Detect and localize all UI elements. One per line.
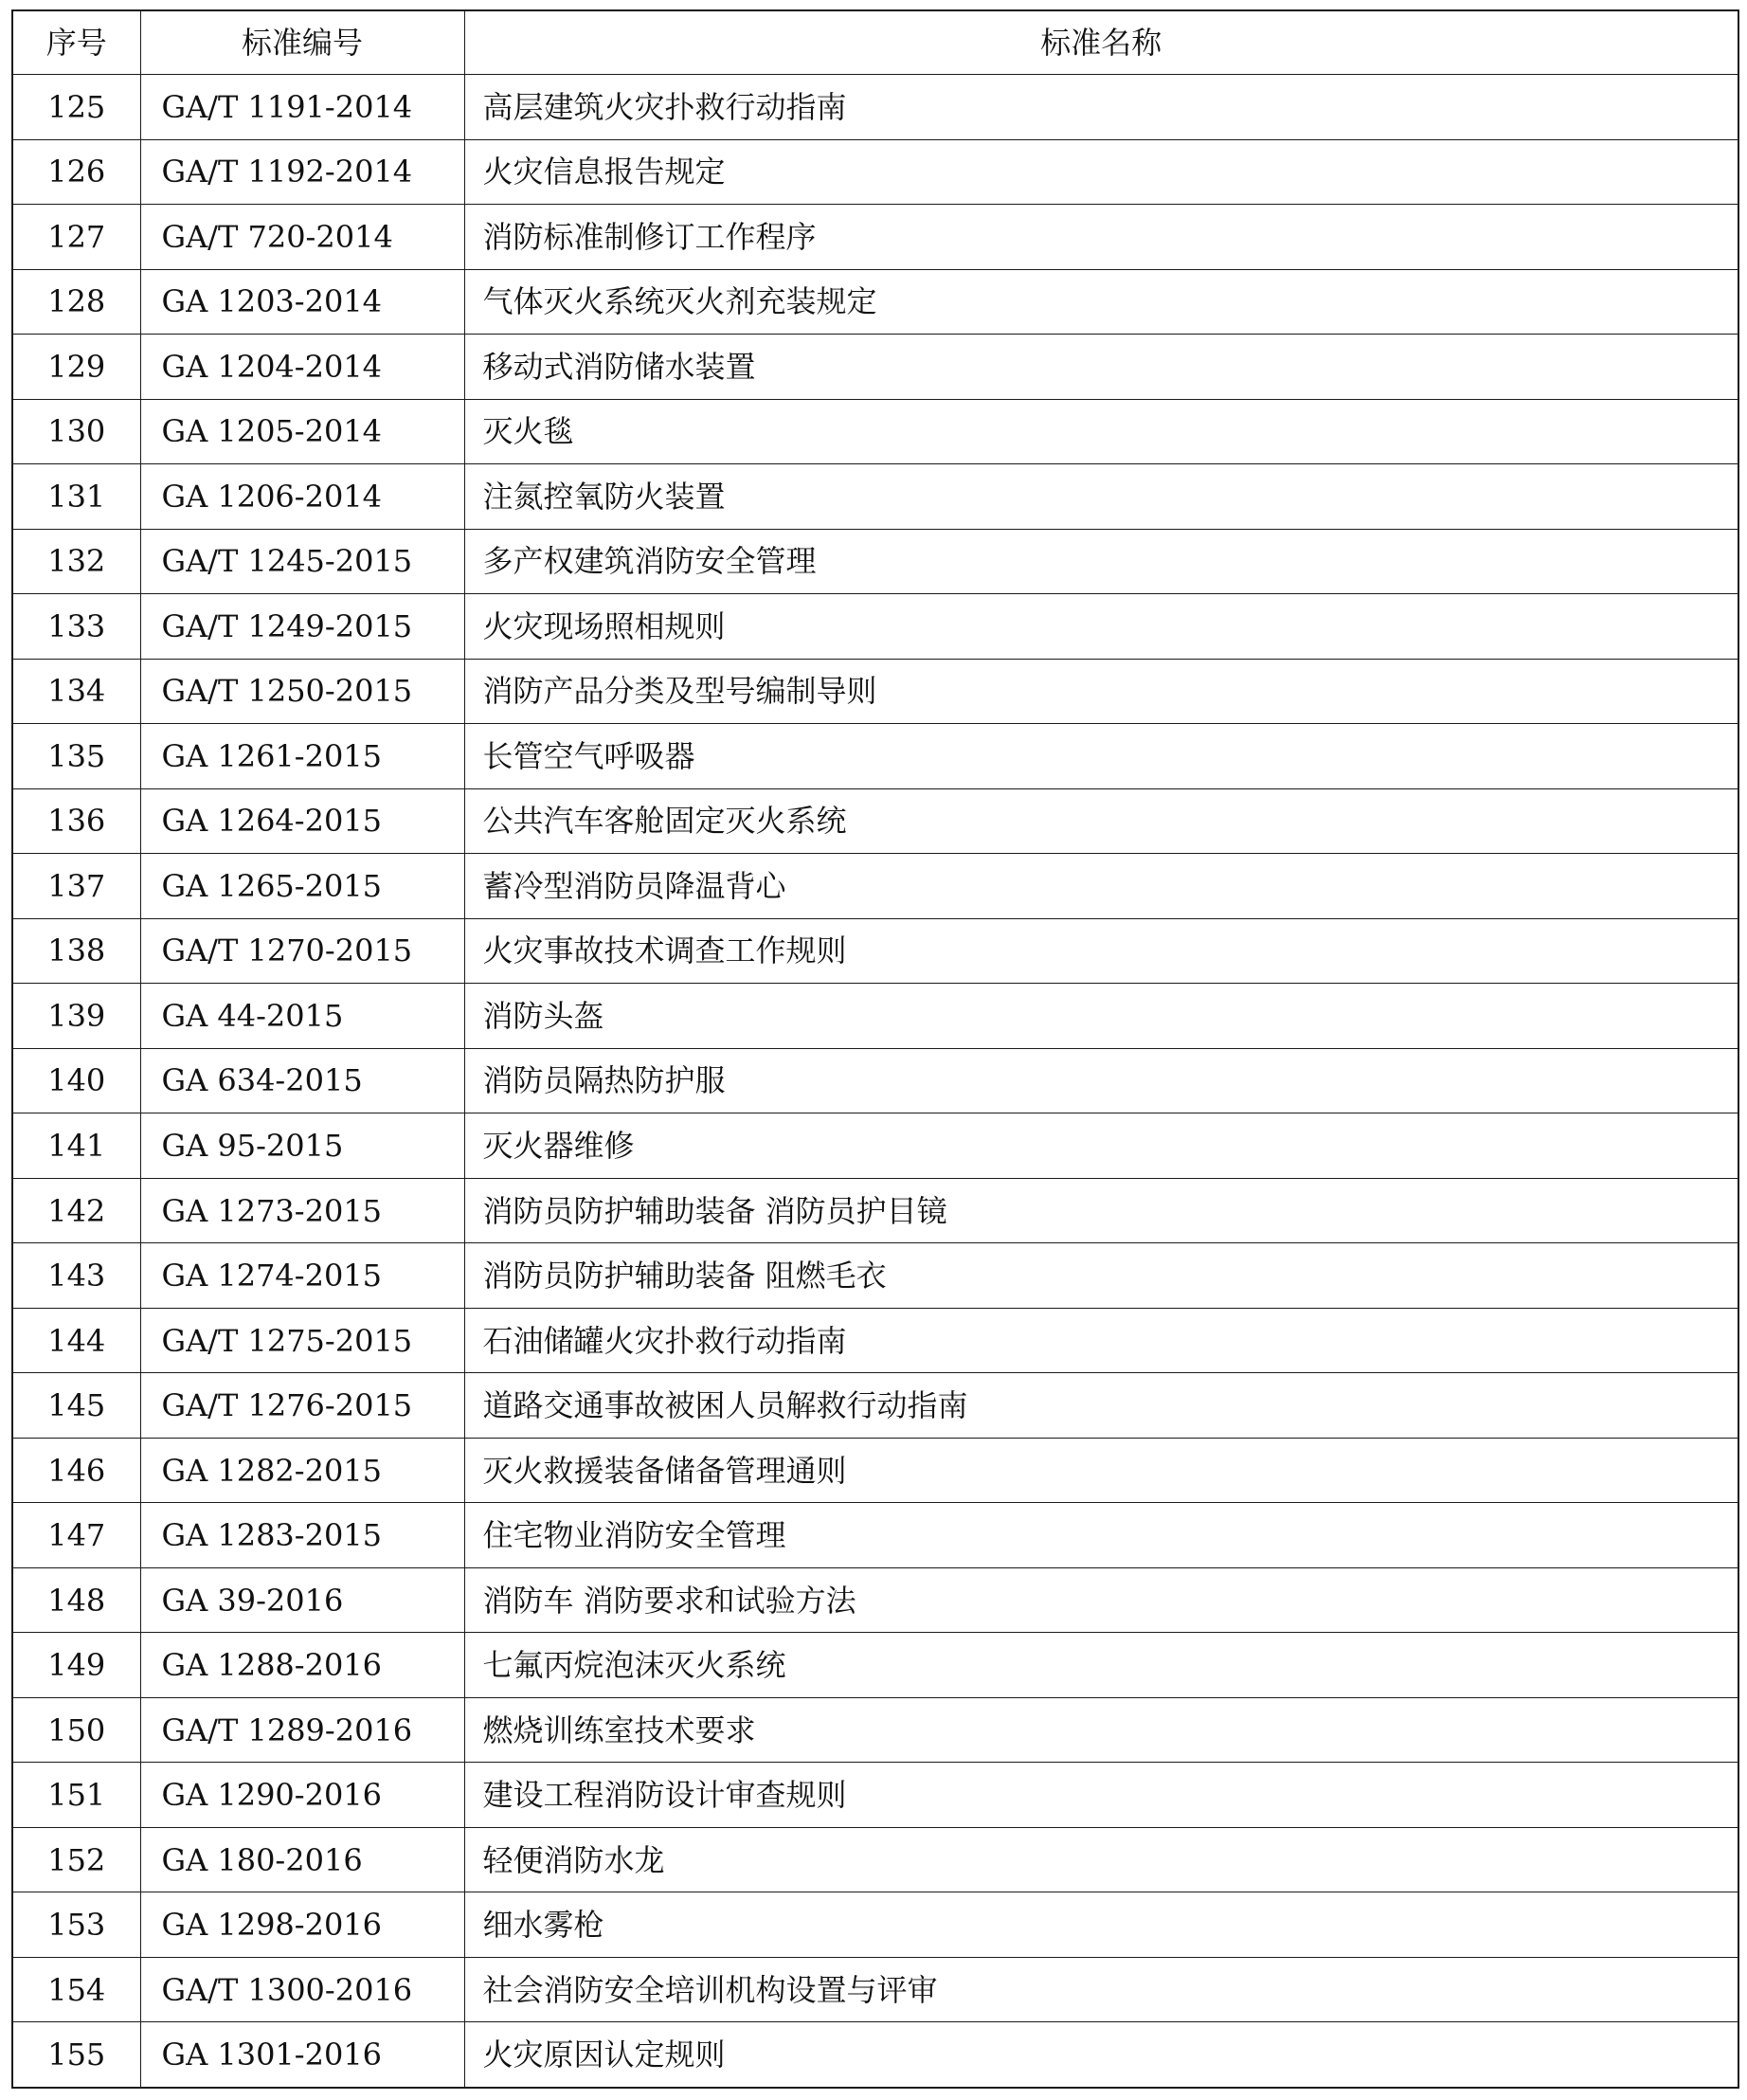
standard-code-cell: GA 1273-2015 [140,1178,464,1243]
table-row [12,1308,1738,1373]
table-row [12,788,1738,854]
serial-number-cell: 130 [12,399,140,464]
table-row [12,399,1738,464]
standard-code-cell: GA 180-2016 [140,1827,464,1892]
header-standard-name: 标准名称 [464,10,1738,75]
serial-number-cell: 126 [12,139,140,205]
serial-number-cell: 142 [12,1178,140,1243]
standard-code-cell: GA 1206-2014 [140,464,464,530]
standard-code-cell: GA 1298-2016 [140,1892,464,1958]
standard-code-cell: GA/T 1270-2015 [140,918,464,984]
standard-code-cell: GA 1204-2014 [140,335,464,400]
serial-number-cell: 135 [12,724,140,789]
serial-number-cell: 133 [12,594,140,660]
standard-name-cell: 消防标准制修订工作程序 [464,205,1738,270]
standard-code-cell: GA 1265-2015 [140,854,464,919]
standard-code-cell: GA/T 1289-2016 [140,1697,464,1763]
standard-name-cell: 长管空气呼吸器 [464,724,1738,789]
serial-number-cell: 148 [12,1567,140,1633]
serial-number-cell: 128 [12,269,140,335]
standard-name-cell: 住宅物业消防安全管理 [464,1503,1738,1568]
table-row [12,464,1738,530]
standard-name-cell: 社会消防安全培训机构设置与评审 [464,1957,1738,2022]
standards-table [11,9,1739,2089]
standard-code-cell: GA/T 1245-2015 [140,529,464,594]
standard-name-cell: 火灾原因认定规则 [464,2022,1738,2088]
serial-number-cell: 145 [12,1373,140,1439]
serial-number-cell: 131 [12,464,140,530]
standard-name-cell: 七氟丙烷泡沫灭火系统 [464,1633,1738,1698]
table-row [12,1438,1738,1503]
table-row [12,1957,1738,2022]
table-row [12,205,1738,270]
standard-name-cell: 燃烧训练室技术要求 [464,1697,1738,1763]
table-row [12,1178,1738,1243]
table-row [12,529,1738,594]
table-row [12,269,1738,335]
serial-number-cell: 129 [12,335,140,400]
standard-code-cell: GA/T 1250-2015 [140,659,464,724]
standard-code-cell: GA 1290-2016 [140,1763,464,1828]
standard-name-cell: 气体灭火系统灭火剂充装规定 [464,269,1738,335]
standard-code-cell: GA/T 1192-2014 [140,139,464,205]
standard-name-cell: 道路交通事故被困人员解救行动指南 [464,1373,1738,1439]
standard-code-cell: GA 39-2016 [140,1567,464,1633]
table-row [12,1243,1738,1309]
table-row [12,1373,1738,1439]
table-row [12,984,1738,1049]
serial-number-cell: 154 [12,1957,140,2022]
standard-code-cell: GA 1261-2015 [140,724,464,789]
table-row [12,139,1738,205]
standard-name-cell: 蓄冷型消防员降温背心 [464,854,1738,919]
table-row [12,594,1738,660]
standard-name-cell: 注氮控氧防火装置 [464,464,1738,530]
table-row [12,75,1738,140]
standard-code-cell: GA 1203-2014 [140,269,464,335]
table-row [12,1892,1738,1958]
table-row [12,854,1738,919]
serial-number-cell: 150 [12,1697,140,1763]
standard-name-cell: 消防头盔 [464,984,1738,1049]
standard-code-cell: GA/T 1275-2015 [140,1308,464,1373]
standard-name-cell: 灭火毯 [464,399,1738,464]
table-row [12,1827,1738,1892]
serial-number-cell: 132 [12,529,140,594]
standard-name-cell: 消防产品分类及型号编制导则 [464,659,1738,724]
table-row [12,1697,1738,1763]
table-row [12,1763,1738,1828]
table-body [12,75,1738,2089]
standard-name-cell: 轻便消防水龙 [464,1827,1738,1892]
standard-code-cell: GA/T 720-2014 [140,205,464,270]
standard-code-cell: GA/T 1191-2014 [140,75,464,140]
standard-name-cell: 建设工程消防设计审查规则 [464,1763,1738,1828]
standard-name-cell: 灭火器维修 [464,1113,1738,1179]
standard-name-cell: 高层建筑火灾扑救行动指南 [464,75,1738,140]
table-row [12,335,1738,400]
standard-name-cell: 火灾现场照相规则 [464,594,1738,660]
standard-code-cell: GA 1301-2016 [140,2022,464,2088]
table-header [12,10,1738,75]
serial-number-cell: 143 [12,1243,140,1309]
serial-number-cell: 141 [12,1113,140,1179]
standard-code-cell: GA 95-2015 [140,1113,464,1179]
standard-name-cell: 灭火救援装备储备管理通则 [464,1438,1738,1503]
standard-name-cell: 消防车 消防要求和试验方法 [464,1567,1738,1633]
table-row [12,1048,1738,1113]
standard-code-cell: GA/T 1249-2015 [140,594,464,660]
standard-code-cell: GA 634-2015 [140,1048,464,1113]
standard-name-cell: 消防员防护辅助装备 阻燃毛衣 [464,1243,1738,1309]
standard-code-cell: GA/T 1276-2015 [140,1373,464,1439]
standard-name-cell: 火灾信息报告规定 [464,139,1738,205]
standard-code-cell: GA 44-2015 [140,984,464,1049]
standard-name-cell: 消防员隔热防护服 [464,1048,1738,1113]
standard-code-cell: GA 1205-2014 [140,399,464,464]
serial-number-cell: 140 [12,1048,140,1113]
table-row [12,1567,1738,1633]
serial-number-cell: 139 [12,984,140,1049]
serial-number-cell: 136 [12,788,140,854]
standard-code-cell: GA 1282-2015 [140,1438,464,1503]
table-row [12,1503,1738,1568]
serial-number-cell: 146 [12,1438,140,1503]
serial-number-cell: 149 [12,1633,140,1698]
standard-code-cell: GA/T 1300-2016 [140,1957,464,2022]
standard-name-cell: 多产权建筑消防安全管理 [464,529,1738,594]
serial-number-cell: 152 [12,1827,140,1892]
header-row [12,10,1738,75]
table-row [12,1633,1738,1698]
serial-number-cell: 151 [12,1763,140,1828]
standard-name-cell: 移动式消防储水装置 [464,335,1738,400]
standard-code-cell: GA 1264-2015 [140,788,464,854]
serial-number-cell: 153 [12,1892,140,1958]
serial-number-cell: 137 [12,854,140,919]
table-row [12,2022,1738,2088]
serial-number-cell: 125 [12,75,140,140]
standard-name-cell: 细水雾枪 [464,1892,1738,1958]
standard-code-cell: GA 1274-2015 [140,1243,464,1309]
serial-number-cell: 127 [12,205,140,270]
serial-number-cell: 147 [12,1503,140,1568]
table-row [12,659,1738,724]
standard-name-cell: 石油储罐火灾扑救行动指南 [464,1308,1738,1373]
serial-number-cell: 144 [12,1308,140,1373]
serial-number-cell: 155 [12,2022,140,2088]
standard-name-cell: 公共汽车客舱固定灭火系统 [464,788,1738,854]
standard-code-cell: GA 1283-2015 [140,1503,464,1568]
header-standard-code: 标准编号 [140,10,464,75]
table-row [12,918,1738,984]
table-row [12,1113,1738,1179]
header-serial-number: 序号 [12,10,140,75]
standard-code-cell: GA 1288-2016 [140,1633,464,1698]
table-row [12,724,1738,789]
serial-number-cell: 134 [12,659,140,724]
standard-name-cell: 消防员防护辅助装备 消防员护目镜 [464,1178,1738,1243]
standard-name-cell: 火灾事故技术调查工作规则 [464,918,1738,984]
serial-number-cell: 138 [12,918,140,984]
